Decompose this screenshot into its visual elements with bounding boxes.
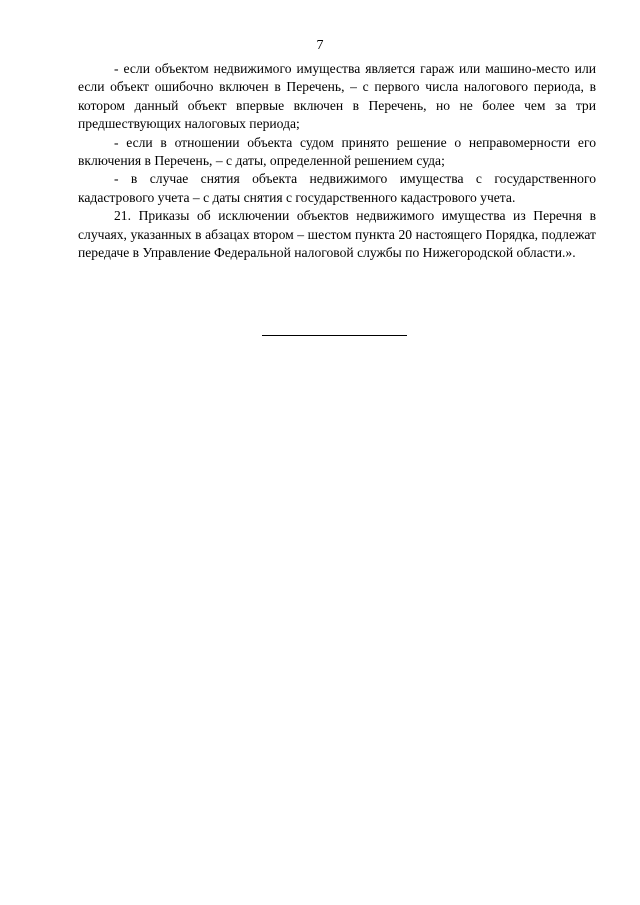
paragraph-court-decision: - если в отношении объекта судом принято решение о неправомерности его включения в Перечень, – с даты, определенной решением суда;	[78, 134, 596, 169]
paragraph-garage-exclusion: - если объектом недвижимого имущества является гараж или машино-место или если объект ошибочно включен в Перечень, – с первого числа налогового периода, в котором данный объект впервые включен в Перечень, но не более чем за три предшествующих налоговых периода;	[78, 61, 596, 132]
end-of-document-rule	[262, 335, 407, 336]
document-body	[78, 60, 596, 262]
paragraph-cadastral-removal: - в случае снятия объекта недвижимого имущества с государственного кадастрового учета – с даты снятия с государственного кадастрового учета.	[78, 171, 596, 205]
page-number: 7	[316, 38, 324, 53]
paragraph-item-21: 21. Приказы об исключении объектов недвижимого имущества из Перечня в случаях, указанных в абзацах втором – шестом пункта 20 настоящего Порядка, подлежат передаче в Управление Федеральной налоговой службы по Нижегородской области.».	[78, 208, 596, 261]
